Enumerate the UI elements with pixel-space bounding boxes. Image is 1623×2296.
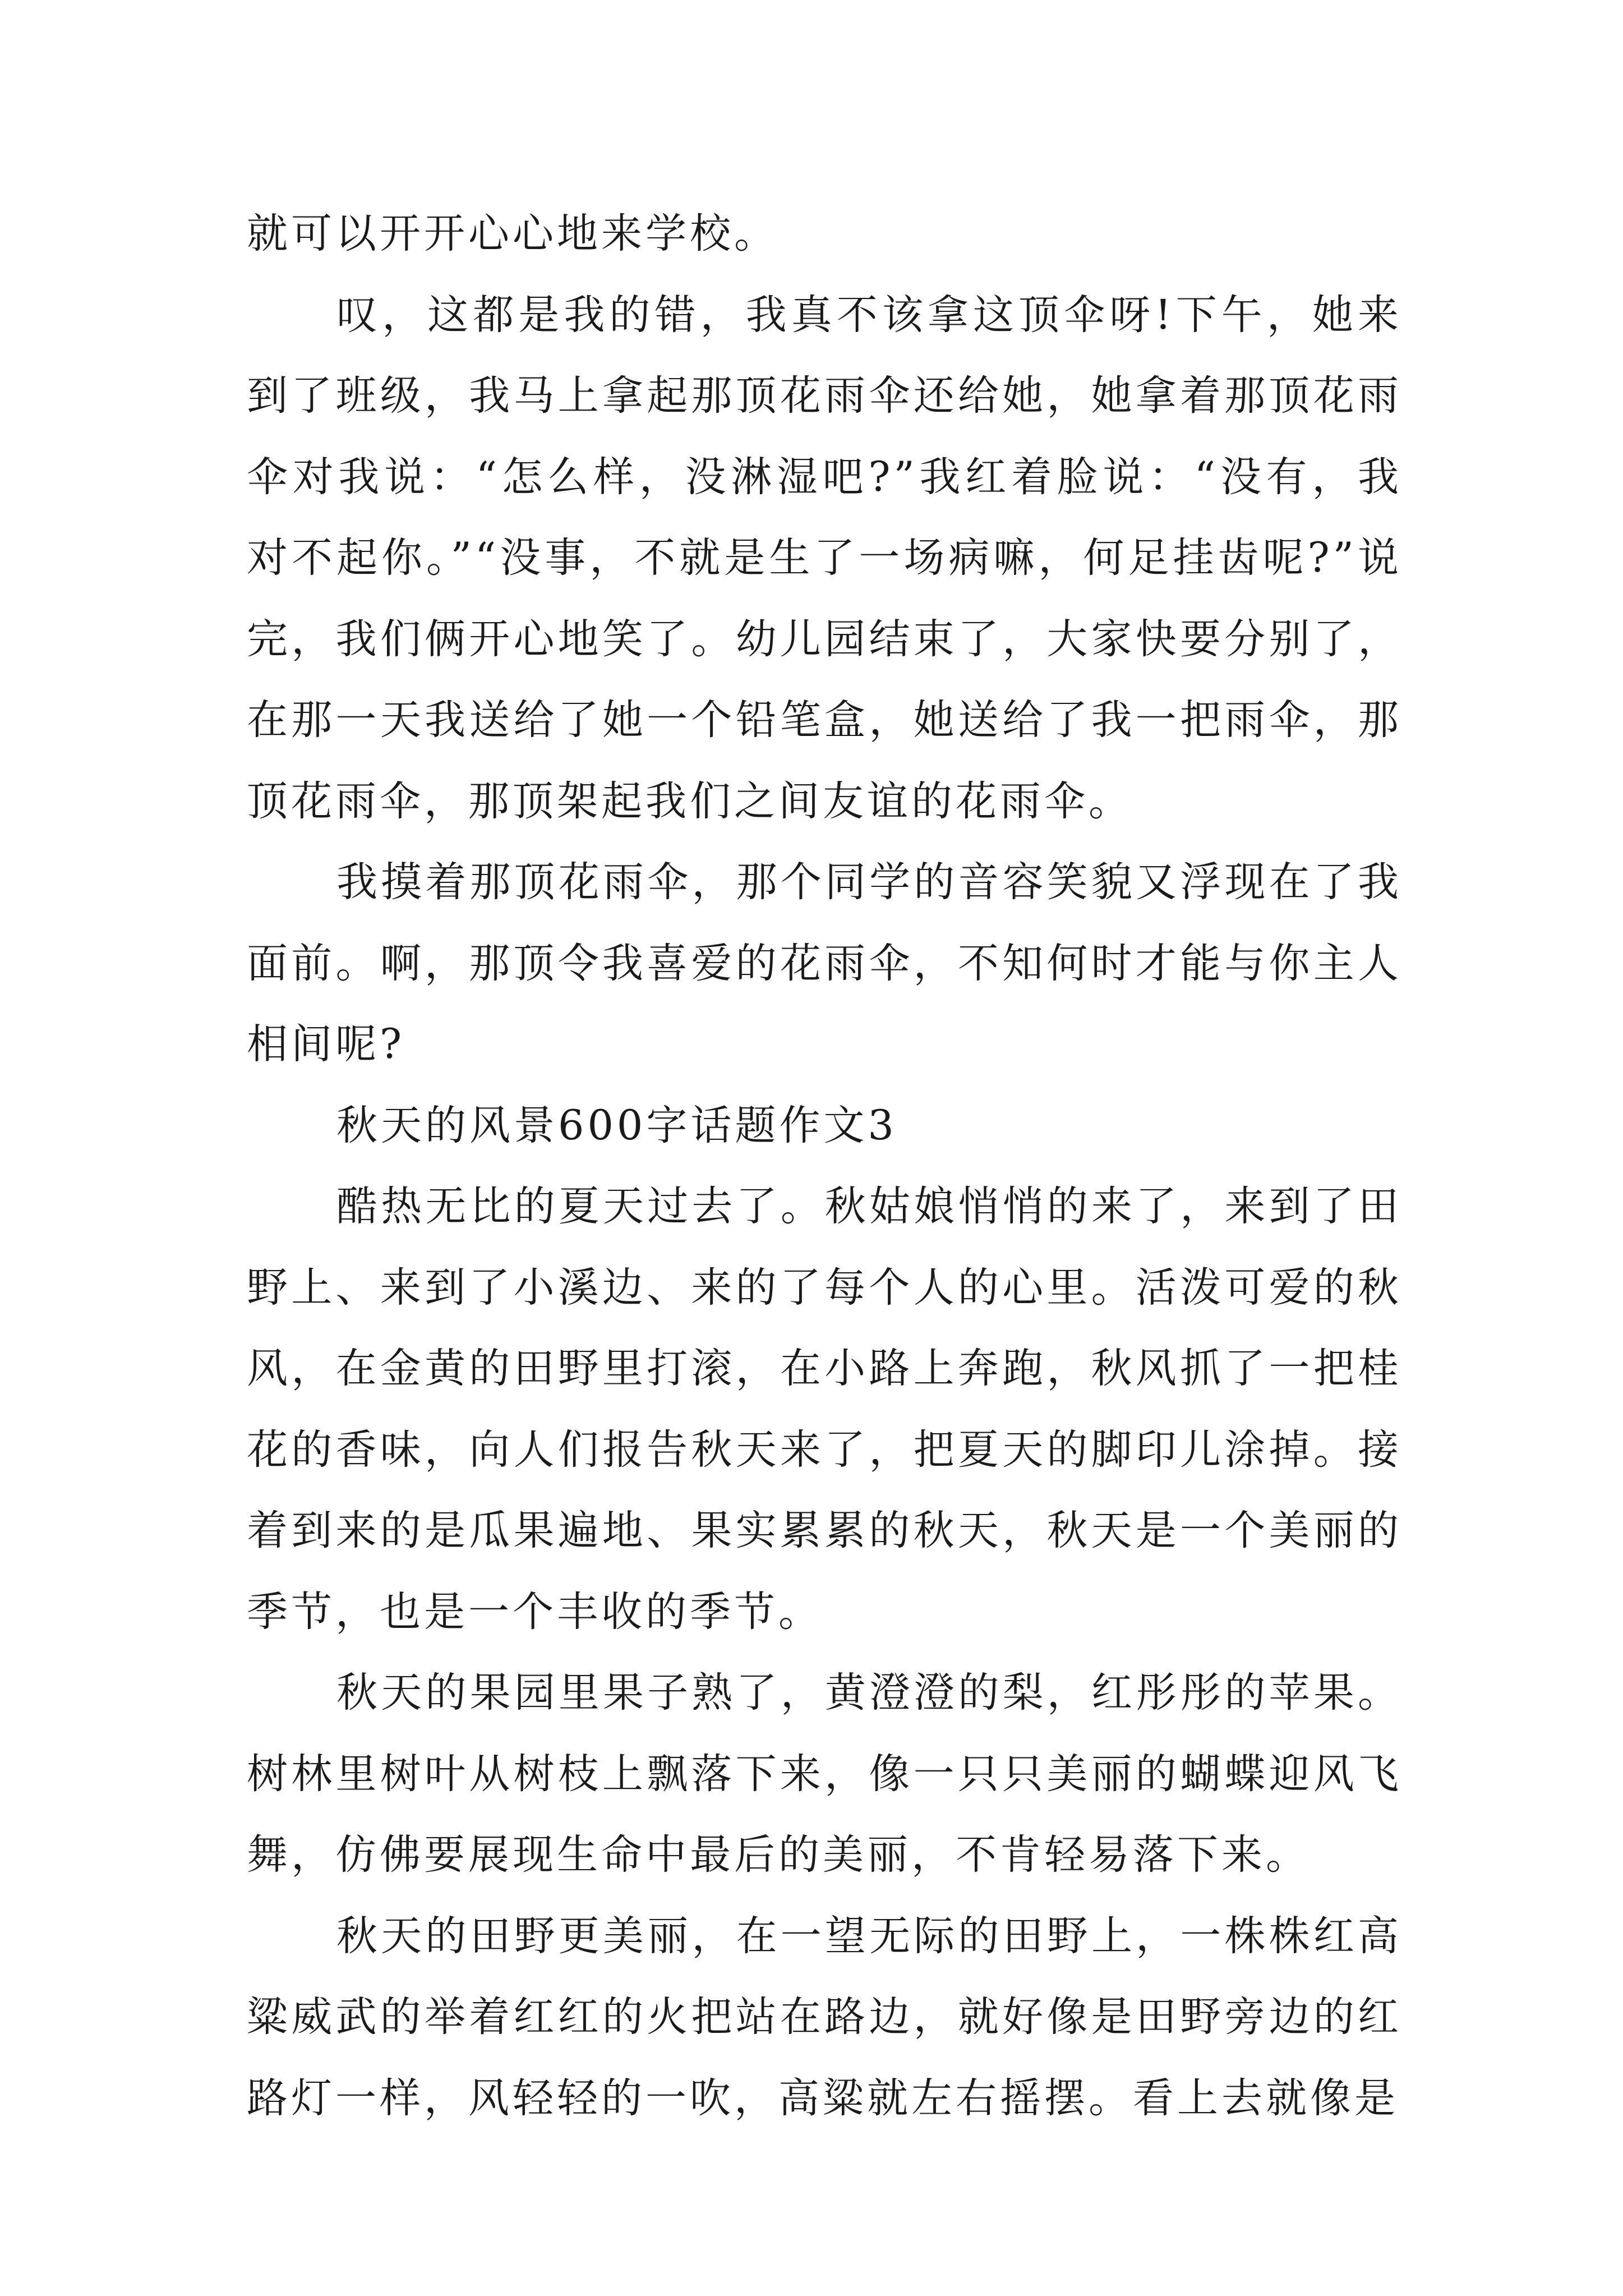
paragraph: 我摸着那顶花雨伞，那个同学的音容笑貌又浮现在了我面前。啊，那顶令我喜爱的花雨伞，不知何时才能与你主人相间呢?: [247, 858, 1402, 1068]
essay-heading: 秋天的风景600字话题作文3: [336, 1101, 897, 1149]
paragraph: 叹，这都是我的错，我真不该拿这顶伞呀!下午，她来到了班级，我马上拿起那顶花雨伞还给她，她拿着那顶花雨伞对我说：“怎么样，没淋湿吧?”我红着脸说：“没有，我对不起你。”“没事，不就是生了一场病嘛，何足挂齿呢?”说完，我们俩开心地笑了。幼儿园结束了，大家快要分别了，在那一天我送给了她一个铅笔盒，她送给了我一把雨伞，那顶花雨伞，那顶架起我们之间友谊的花雨伞。: [247, 291, 1402, 825]
paragraph: 秋天的田野更美丽，在一望无际的田野上，一株株红高粱威武的举着红红的火把站在路边，就好像是田野旁边的红路灯一样，风轻轻的一吹，高粱就左右摇摆。看上去就像是: [247, 1912, 1402, 2122]
document-body: [247, 194, 1402, 2139]
paragraph-continuation: 就可以开开心心地来学校。: [247, 210, 778, 257]
paragraph: 酷热无比的夏天过去了。秋姑娘悄悄的来了，来到了田野上、来到了小溪边、来的了每个人的心里。活泼可爱的秋风，在金黄的田野里打滚，在小路上奔跑，秋风抓了一把桂花的香味，向人们报告秋天来了，把夏天的脚印儿涂掉。接着到来的是瓜果遍地、果实累累的秋天，秋天是一个美丽的季节，也是一个丰收的季节。: [247, 1182, 1402, 1636]
paragraph: 秋天的果园里果子熟了，黄澄澄的梨，红彤彤的苹果。树林里树叶从树枝上飘落下来，像一只只美丽的蝴蝶迎风飞舞，仿佛要展现生命中最后的美丽，不肯轻易落下来。: [247, 1669, 1402, 1879]
